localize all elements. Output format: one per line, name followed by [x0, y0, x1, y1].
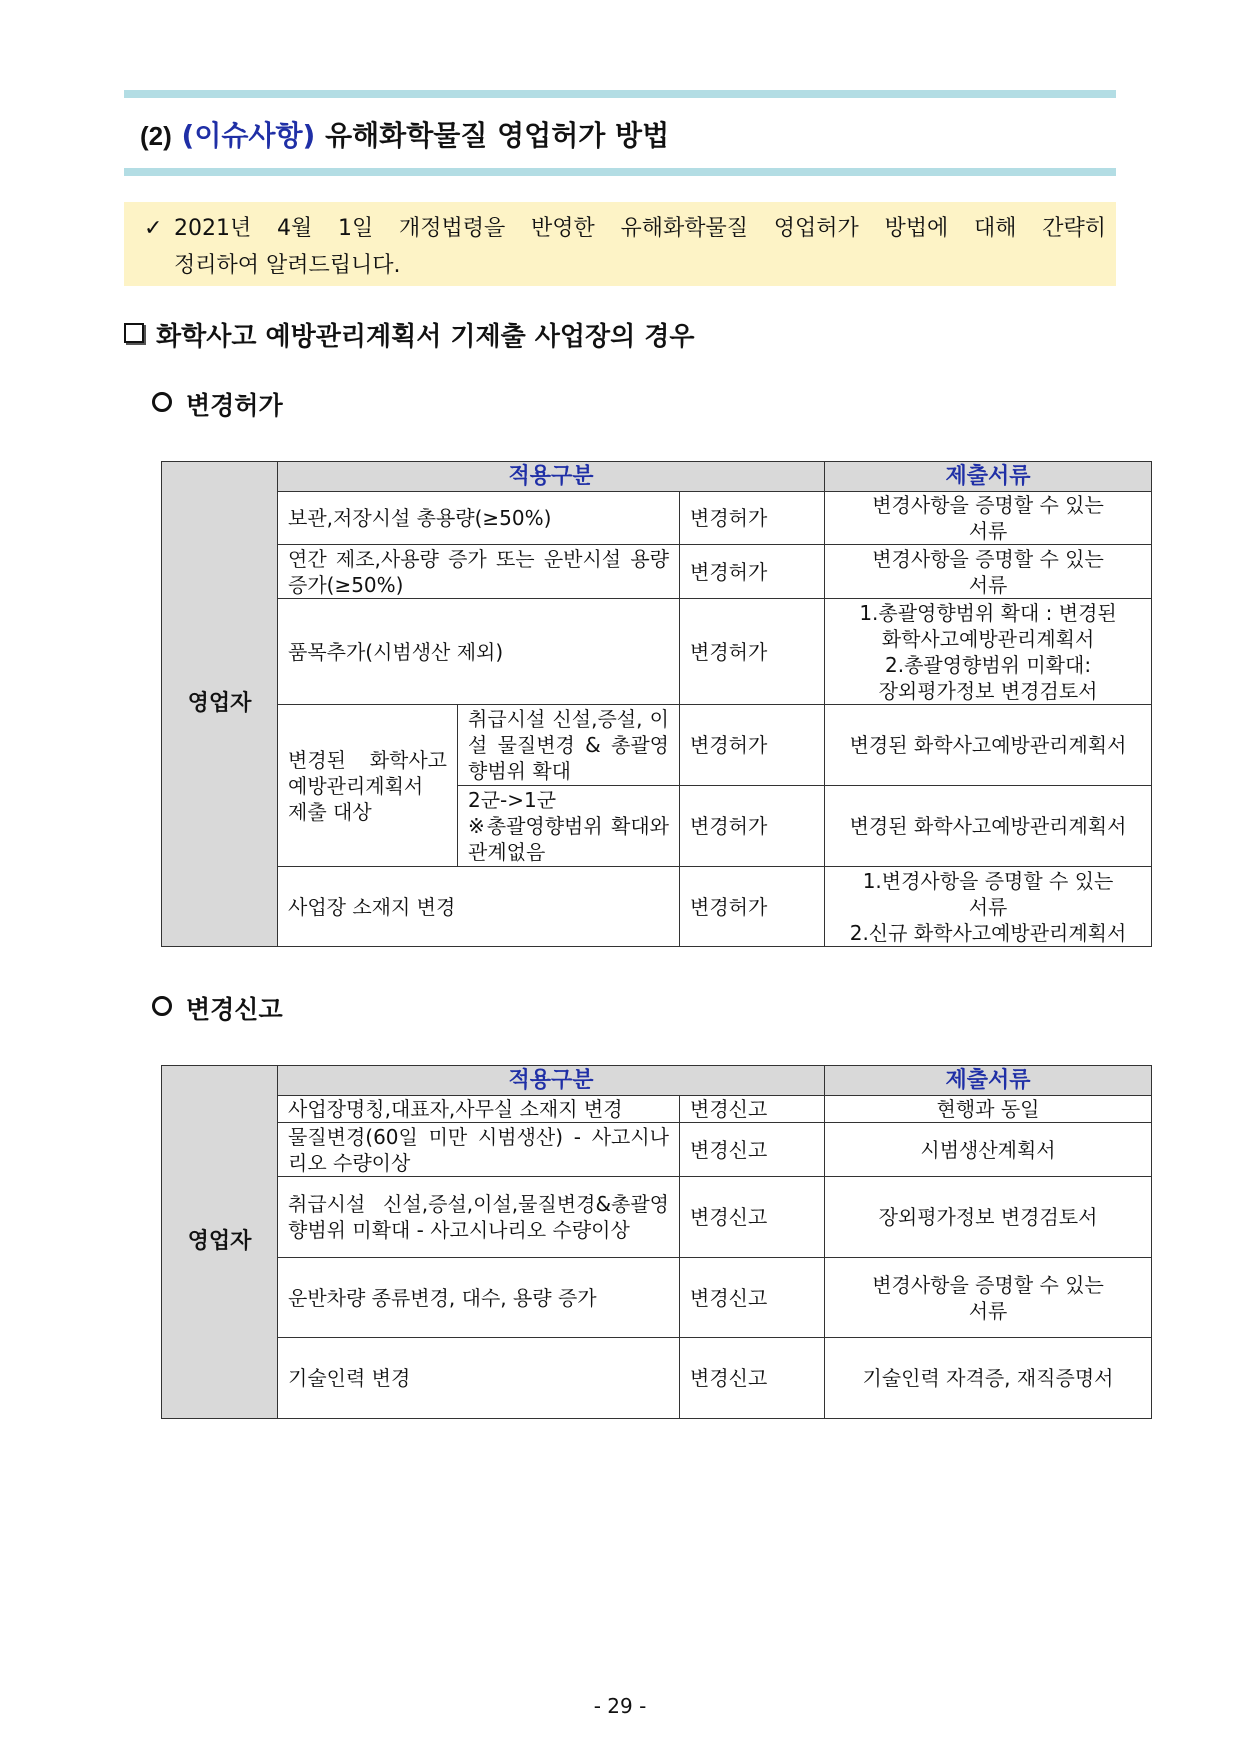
section-heading	[124, 316, 695, 353]
type-cell: 변경허가	[680, 599, 825, 705]
col-header-applicable: 적용구분	[278, 462, 825, 492]
role-cell: 영업자	[162, 462, 278, 947]
title-bottom-bar	[124, 168, 1116, 176]
docs-line: 변경사항을 증명할 수 있는	[872, 493, 1104, 517]
docs-line: 변경된 화학사고예방관리계획서	[849, 733, 1127, 757]
type-cell: 변경신고	[680, 1123, 825, 1177]
page-title	[124, 98, 1116, 168]
checkmark-icon: ✓	[144, 216, 163, 241]
title-top-bar	[124, 90, 1116, 98]
docs-line: 서류	[968, 1298, 1008, 1323]
type-cell: 변경신고	[680, 1177, 825, 1258]
subcategory-cell: 취급시설 신설,증설, 이설 물질변경 & 총괄영향범위 확대	[458, 705, 680, 786]
summary-note	[124, 202, 1116, 286]
docs-line: 변경사항을 증명할 수 있는	[872, 1272, 1104, 1297]
type-cell: 변경신고	[680, 1096, 825, 1123]
docs-line: 현행과 동일	[936, 1097, 1040, 1121]
category-cell: 취급시설 신설,증설,이설,물질변경&총괄영향범위 미확대 - 사고시나리오 수량이상	[278, 1177, 680, 1258]
page-number: - 29 -	[593, 1694, 647, 1718]
docs-line: 장외평가정보 변경검토서	[878, 1205, 1098, 1229]
category-cell: 연간 제조,사용량 증가 또는 운반시설 용량 증가(≥50%)	[278, 545, 680, 599]
docs-cell	[825, 599, 1152, 705]
docs-line: 서류	[968, 894, 1008, 919]
subcategory-cell	[458, 786, 680, 867]
table-row	[162, 1177, 1152, 1258]
docs-cell	[825, 545, 1152, 599]
category-cell: 보관,저장시설 총용량(≥50%)	[278, 492, 680, 545]
table-row	[162, 1096, 1152, 1123]
subheading-change-permit	[152, 386, 283, 422]
docs-line: 장외평가정보 변경검토서	[878, 678, 1098, 703]
docs-cell	[825, 1338, 1152, 1419]
change-report-table	[161, 1065, 1152, 1419]
subcategory-line: ※총괄영향범위 확대와 관계없음	[468, 814, 669, 864]
title-text: 유해화학물질 영업허가 방법	[325, 119, 670, 152]
table-row	[162, 1338, 1152, 1419]
table-row	[162, 867, 1152, 947]
docs-cell	[825, 867, 1152, 947]
category-cell: 사업장 소재지 변경	[278, 867, 680, 947]
change-permit-table	[161, 461, 1152, 947]
docs-line: 변경된 화학사고예방관리계획서	[849, 814, 1127, 838]
type-cell: 변경허가	[680, 492, 825, 545]
section-title: 화학사고 예방관리계획서 기제출 사업장의 경우	[156, 322, 695, 352]
category-cell: 운반차량 종류변경, 대수, 용량 증가	[278, 1258, 680, 1338]
docs-cell	[825, 786, 1152, 867]
table-header-row	[162, 1066, 1152, 1096]
category-cell: 기술인력 변경	[278, 1338, 680, 1419]
docs-line: 1.총괄영향범위 확대 : 변경된	[859, 600, 1117, 625]
circle-bullet-icon	[152, 392, 172, 412]
subcategory-line: 2군->1군	[468, 788, 557, 812]
docs-line: 시범생산계획서	[920, 1137, 1056, 1162]
docs-line: 변경사항을 증명할 수 있는	[872, 546, 1104, 571]
title-issue-tag: (이슈사항)	[181, 119, 316, 152]
docs-cell	[825, 492, 1152, 545]
type-cell: 변경허가	[680, 705, 825, 786]
table-header-row	[162, 462, 1152, 492]
docs-line: 서류	[968, 572, 1008, 597]
group-cell: 변경된 화학사고 예방관리계획서 제출 대상	[278, 705, 458, 867]
category-cell: 사업장명칭,대표자,사무실 소재지 변경	[278, 1096, 680, 1123]
table-row	[162, 492, 1152, 545]
col-header-applicable: 적용구분	[278, 1066, 825, 1096]
table-row	[162, 705, 1152, 786]
category-cell: 물질변경(60일 미만 시범생산) - 사고시나리오 수량이상	[278, 1123, 680, 1177]
type-cell: 변경허가	[680, 786, 825, 867]
note-line-1: 2021년 4월 1일 개정법령을 반영한 유해화학물질 영업허가 방법에 대해 간략히	[174, 216, 1106, 241]
role-cell: 영업자	[162, 1066, 278, 1419]
col-header-documents: 제출서류	[825, 462, 1152, 492]
docs-line: 1.변경사항을 증명할 수 있는	[862, 868, 1114, 893]
type-cell: 변경신고	[680, 1258, 825, 1338]
docs-cell	[825, 1123, 1152, 1177]
type-cell: 변경신고	[680, 1338, 825, 1419]
docs-line: 기술인력 자격증, 재직증명서	[862, 1366, 1114, 1390]
type-cell: 변경허가	[680, 867, 825, 947]
docs-cell	[825, 1096, 1152, 1123]
table-row	[162, 545, 1152, 599]
subheading-change-report	[152, 990, 283, 1026]
note-line-2: 정리하여 알려드립니다.	[174, 253, 401, 278]
category-cell: 품목추가(시범생산 제외)	[278, 599, 680, 705]
docs-line: 2.신규 화학사고예방관리계획서	[849, 920, 1127, 945]
docs-cell	[825, 705, 1152, 786]
type-cell: 변경허가	[680, 545, 825, 599]
table-row	[162, 599, 1152, 705]
docs-cell	[825, 1177, 1152, 1258]
title-number: (2)	[140, 121, 172, 151]
docs-line: 화학사고예방관리계획서	[881, 626, 1095, 651]
title-block	[124, 90, 1116, 176]
subheading-label: 변경신고	[186, 995, 283, 1024]
docs-cell	[825, 1258, 1152, 1338]
square-bullet-icon	[124, 323, 144, 343]
col-header-documents: 제출서류	[825, 1066, 1152, 1096]
table-row	[162, 1258, 1152, 1338]
subheading-label: 변경허가	[186, 391, 283, 420]
circle-bullet-icon	[152, 996, 172, 1016]
docs-line: 2.총괄영향범위 미확대:	[885, 652, 1092, 677]
docs-line: 서류	[968, 519, 1008, 543]
table-row	[162, 1123, 1152, 1177]
